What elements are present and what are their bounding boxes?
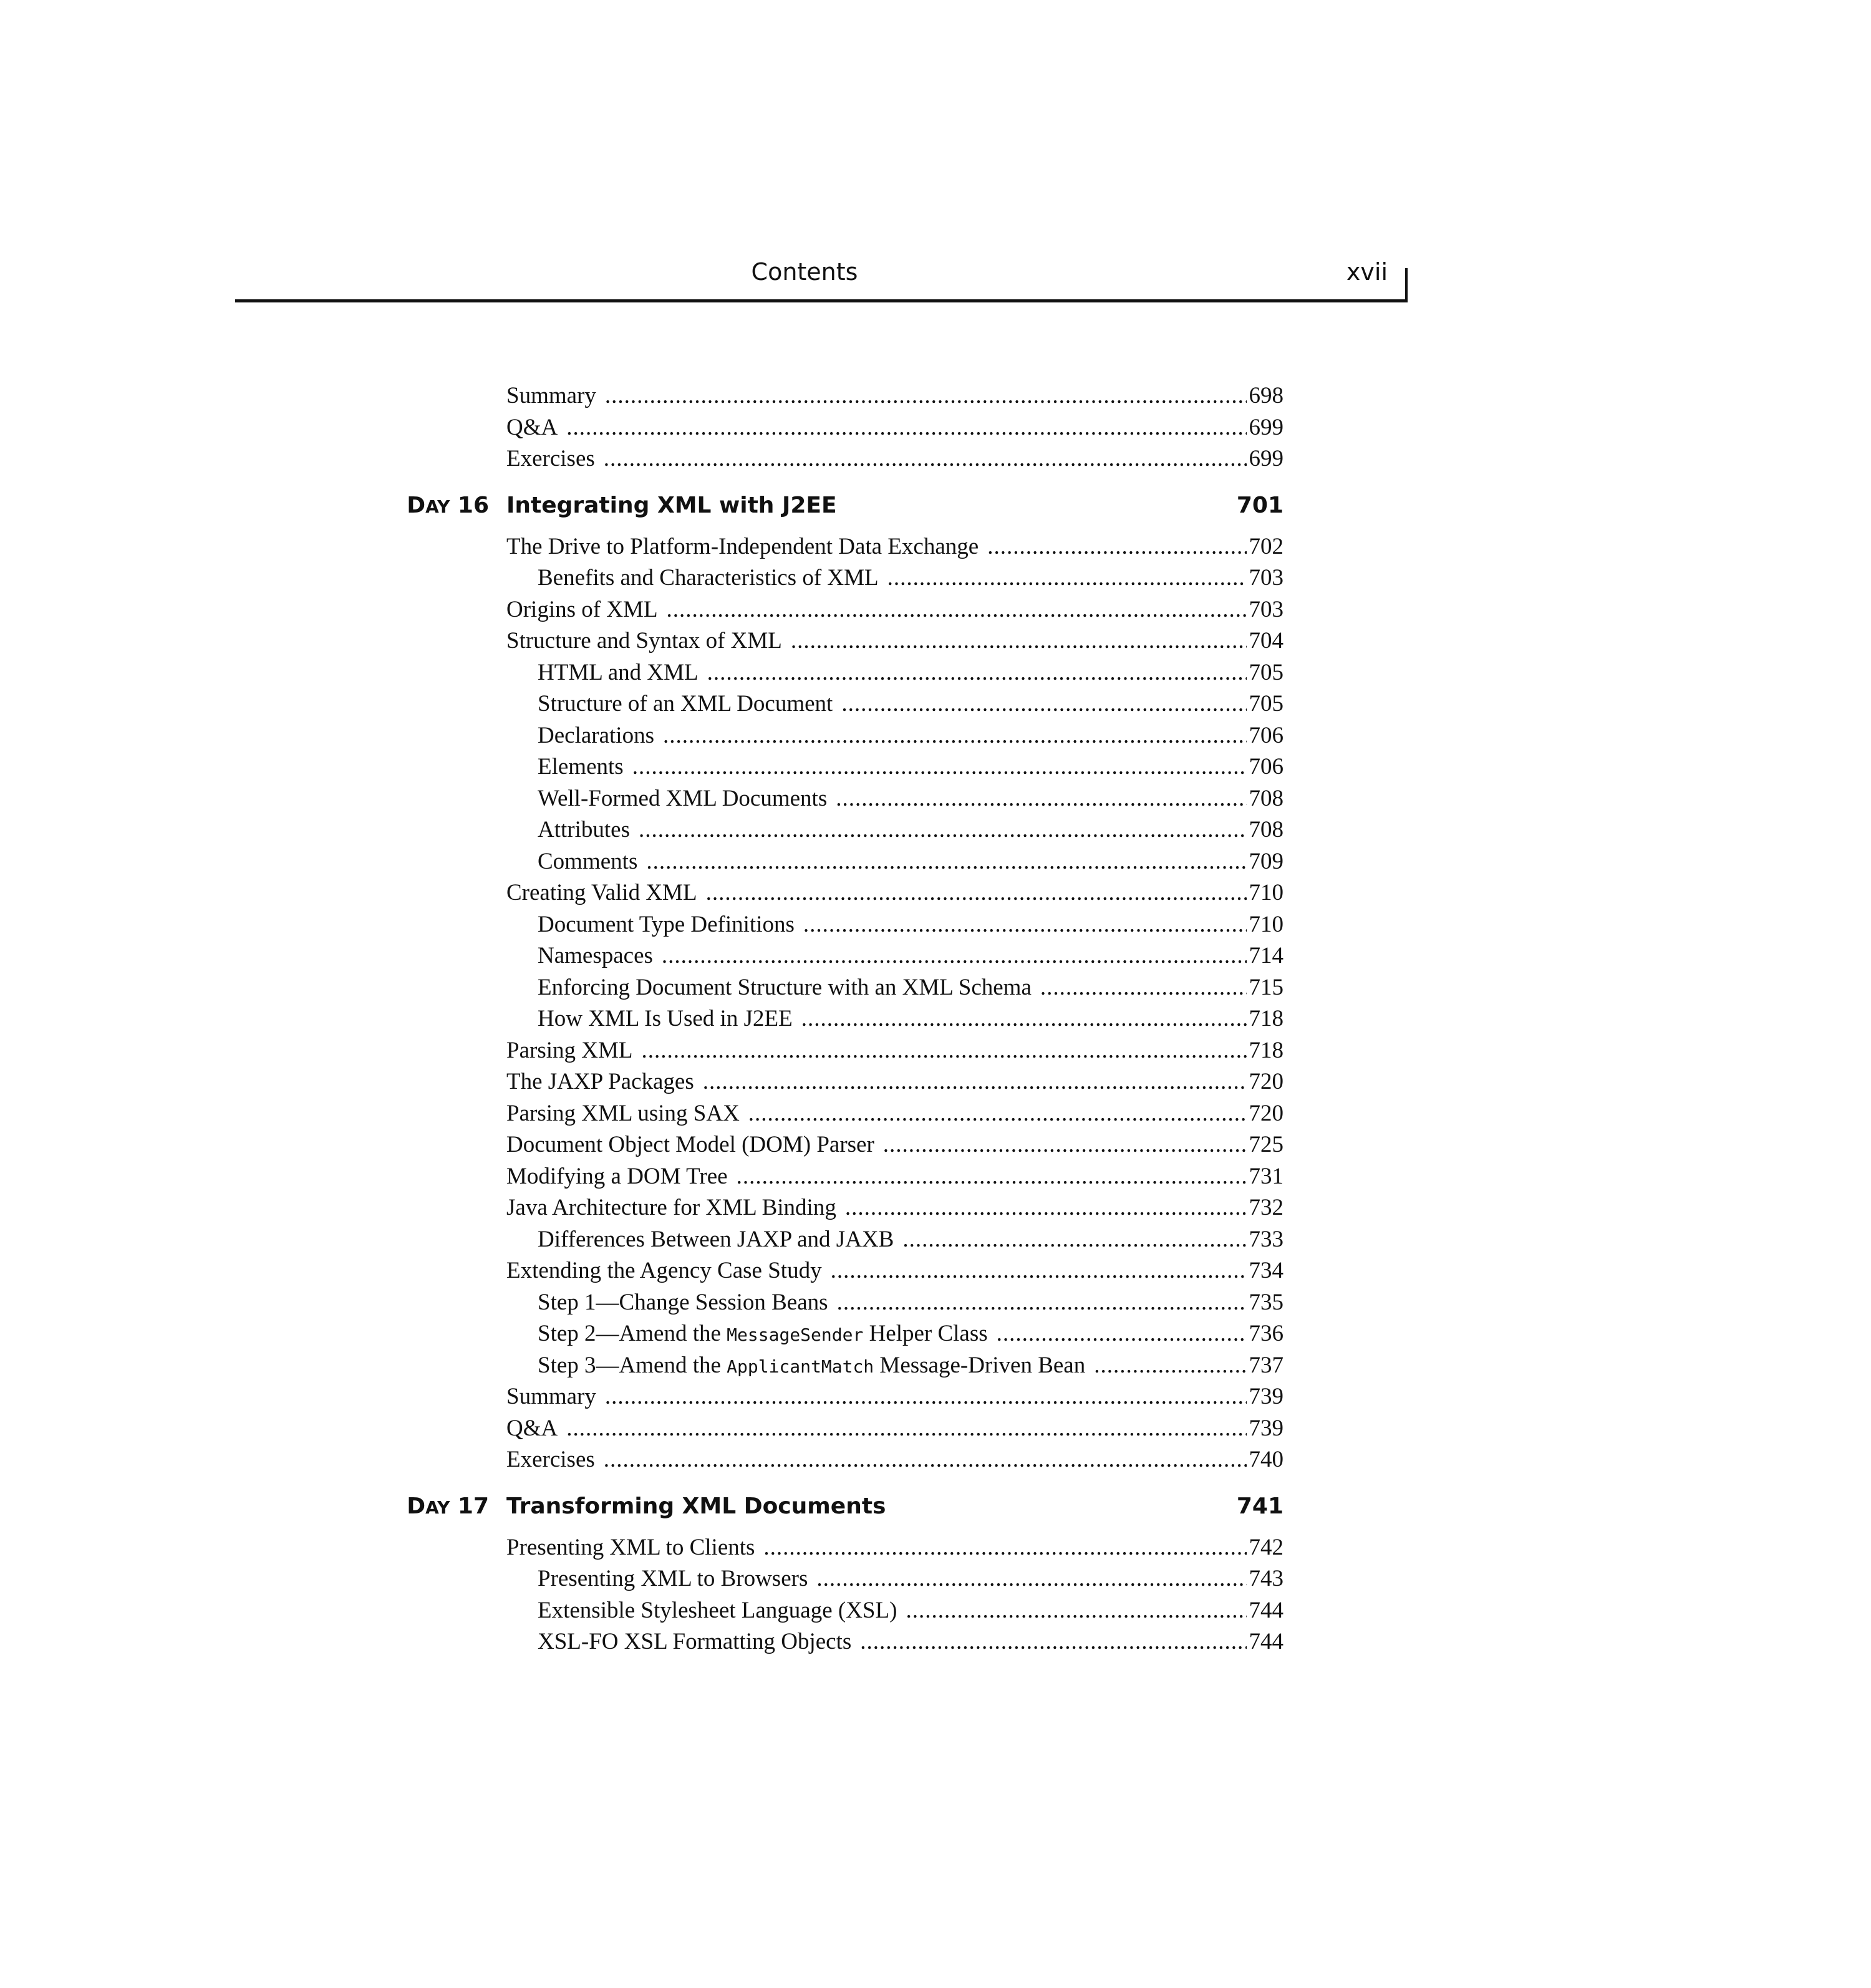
toc-entry [538, 688, 1284, 720]
day-smallcaps: AY [425, 496, 450, 517]
toc-entry-label: The Drive to Platform-Independent Data Exchange [506, 533, 979, 559]
dot-leader [906, 1595, 1246, 1626]
toc-entry [506, 531, 1284, 562]
toc-entry-page: 733 [1249, 1226, 1284, 1252]
dot-leader [737, 1161, 1247, 1192]
toc-entry-page: 720 [1249, 1100, 1284, 1126]
toc-entry-label: How XML Is Used in J2EE [538, 1006, 793, 1031]
toc-entry [506, 1066, 1284, 1098]
toc-entry [538, 657, 1284, 688]
toc-entry [506, 412, 1284, 443]
dot-leader [763, 1532, 1246, 1563]
day-page: 701 [1236, 492, 1284, 518]
day-label [407, 1493, 489, 1519]
toc-entry-page: 710 [1249, 911, 1284, 937]
dot-leader [566, 1413, 1246, 1444]
toc-entry-label: Benefits and Characteristics of XML [538, 565, 879, 591]
toc-entry-page: 743 [1249, 1566, 1284, 1591]
toc-entry-label: Document Type Definitions [538, 911, 795, 937]
day-16-entries [0, 531, 1871, 1476]
toc-entry-label: Structure and Syntax of XML [506, 628, 782, 654]
day-title: Transforming XML Documents [506, 1493, 886, 1519]
toc-entry-label: Creating Valid XML [506, 880, 697, 905]
toc-entry-page: 702 [1249, 533, 1284, 559]
toc-entry [538, 846, 1284, 877]
toc-entry-label [538, 1318, 988, 1351]
toc-entry-label: Presenting XML to Browsers [538, 1566, 808, 1591]
toc-entry [538, 909, 1284, 940]
day-prefix: D [407, 492, 426, 518]
toc-entry [538, 1318, 1284, 1349]
toc-entry [506, 1098, 1284, 1129]
running-head-rule [1405, 268, 1408, 301]
toc-entry-page: 731 [1249, 1163, 1284, 1189]
dot-leader [566, 412, 1246, 443]
toc-entry-label: Comments [538, 848, 638, 874]
running-head-title: Contents [751, 258, 858, 286]
toc-entry-page: 706 [1249, 754, 1284, 779]
toc-entry-page: 734 [1249, 1258, 1284, 1283]
toc-entry-page: 740 [1249, 1447, 1284, 1472]
dot-leader [667, 594, 1247, 625]
dot-leader [801, 1003, 1247, 1035]
toc-entry-page: 699 [1249, 414, 1284, 440]
dot-leader [605, 1381, 1247, 1412]
toc-entry-page: 735 [1249, 1289, 1284, 1315]
toc-entry [506, 1035, 1284, 1066]
dot-leader [845, 1192, 1247, 1223]
toc-entry-label: Modifying a DOM Tree [506, 1163, 728, 1189]
toc-entry [538, 1003, 1284, 1035]
toc-entry-label-text: Message-Driven Bean [874, 1352, 1086, 1378]
day-smallcaps: AY [425, 1497, 450, 1518]
day-number: 17 [457, 1493, 489, 1519]
dot-leader [887, 562, 1247, 594]
toc-entry-page: 715 [1249, 974, 1284, 1000]
dot-leader [641, 1035, 1246, 1066]
toc-entry [538, 972, 1284, 1003]
toc-entry [538, 751, 1284, 783]
dot-leader [860, 1626, 1246, 1657]
toc-entry-label: Step 1—Change Session Beans [538, 1289, 828, 1315]
toc-entry-page: 710 [1249, 880, 1284, 905]
toc-entry-label: Exercises [506, 446, 595, 471]
toc-entry-label: Differences Between JAXP and JAXB [538, 1226, 894, 1252]
toc-entry [506, 625, 1284, 657]
running-head [235, 249, 1408, 302]
toc-entry-page: 718 [1249, 1037, 1284, 1063]
toc-entry-page: 703 [1249, 565, 1284, 591]
toc-entry-page: 739 [1249, 1415, 1284, 1441]
toc-entry-label: Attributes [538, 817, 630, 842]
pre-entries-list [0, 380, 1871, 475]
dot-leader [831, 1255, 1247, 1286]
dot-leader [902, 1224, 1246, 1255]
toc-entry-label: Parsing XML using SAX [506, 1100, 740, 1126]
dot-leader [816, 1563, 1246, 1595]
toc-entry-label: Declarations [538, 722, 654, 748]
page-number: xvii [1346, 258, 1388, 286]
toc-entry-label [538, 1350, 1085, 1382]
toc-entry-page: 737 [1249, 1352, 1284, 1378]
toc-entry-page: 718 [1249, 1006, 1284, 1031]
toc-entry-page: 709 [1249, 848, 1284, 874]
toc-entry-page: 705 [1249, 659, 1284, 685]
toc-entry-code: ApplicantMatch [727, 1356, 874, 1377]
toc-entry [538, 1287, 1284, 1318]
toc-entry-page: 725 [1249, 1132, 1284, 1157]
dot-leader [791, 625, 1247, 657]
table-of-contents [0, 380, 1871, 1658]
toc-entry-page: 732 [1249, 1195, 1284, 1220]
toc-entry-label: Origins of XML [506, 596, 658, 622]
toc-entry [506, 1192, 1284, 1223]
toc-entry-label: Document Object Model (DOM) Parser [506, 1132, 874, 1157]
dot-leader [703, 1066, 1247, 1098]
toc-entry [538, 1595, 1284, 1626]
dot-leader [803, 909, 1247, 940]
toc-entry-label: Well-Formed XML Documents [538, 785, 828, 811]
toc-entry [506, 877, 1284, 909]
toc-entry [506, 594, 1284, 625]
day-number: 16 [457, 492, 489, 518]
dot-leader [883, 1129, 1247, 1160]
toc-entry-label: Extending the Agency Case Study [506, 1258, 822, 1283]
toc-entry-page: 720 [1249, 1069, 1284, 1094]
toc-entry [506, 1161, 1284, 1192]
toc-entry-label: Namespaces [538, 943, 653, 968]
toc-entry [506, 1255, 1284, 1286]
dot-leader [748, 1098, 1247, 1129]
toc-entry-page: 708 [1249, 817, 1284, 842]
toc-entry [538, 1626, 1284, 1657]
dot-leader [837, 1287, 1247, 1318]
toc-entry-label-text: Step 3—Amend the [538, 1352, 727, 1378]
dot-leader [1094, 1350, 1246, 1381]
toc-entry-label: Java Architecture for XML Binding [506, 1195, 836, 1220]
toc-entry-label: Exercises [506, 1447, 595, 1472]
day-title: Integrating XML with J2EE [506, 492, 837, 518]
toc-entry-label: Structure of an XML Document [538, 691, 833, 717]
toc-entry-label: The JAXP Packages [506, 1069, 694, 1094]
dot-leader [646, 846, 1246, 877]
toc-entry-code: MessageSender [727, 1325, 864, 1345]
toc-entry-page: 714 [1249, 943, 1284, 968]
day-prefix: D [407, 1493, 426, 1519]
dot-leader [605, 380, 1247, 412]
toc-entry-label: Elements [538, 754, 624, 779]
dot-leader [604, 1444, 1247, 1475]
toc-entry [538, 1350, 1284, 1381]
toc-entry-label: HTML and XML [538, 659, 699, 685]
toc-entry [538, 1563, 1284, 1595]
toc-entry-page: 736 [1249, 1321, 1284, 1346]
toc-entry-label: Extensible Stylesheet Language (XSL) [538, 1597, 897, 1623]
day-17-entries [0, 1532, 1871, 1658]
dot-leader [662, 940, 1247, 972]
toc-entry [506, 1413, 1284, 1444]
dot-leader [987, 531, 1246, 562]
toc-entry [538, 720, 1284, 751]
toc-entry [538, 1224, 1284, 1255]
toc-entry-page: 708 [1249, 785, 1284, 811]
day-label [407, 493, 489, 518]
toc-entry-label-text: Step 2—Amend the [538, 1321, 727, 1346]
toc-entry-page: 698 [1249, 383, 1284, 408]
toc-entry [506, 1129, 1284, 1160]
toc-entry [506, 1381, 1284, 1412]
toc-entry-page: 744 [1249, 1629, 1284, 1654]
toc-entry [506, 443, 1284, 475]
toc-entry-label: Summary [506, 383, 596, 408]
dot-leader [604, 443, 1247, 475]
toc-entry-page: 699 [1249, 446, 1284, 471]
toc-entry [538, 783, 1284, 814]
toc-entry [538, 562, 1284, 594]
toc-entry [506, 1444, 1284, 1475]
toc-entry-page: 705 [1249, 691, 1284, 717]
toc-entry-label: Q&A [506, 414, 558, 440]
toc-entry-label-text: Helper Class [863, 1321, 988, 1346]
toc-entry [538, 940, 1284, 972]
toc-entry [506, 380, 1284, 412]
toc-entry [538, 814, 1284, 846]
toc-entry [506, 1532, 1284, 1563]
toc-entry-page: 706 [1249, 722, 1284, 748]
toc-entry-label: Enforcing Document Structure with an XML Schema [538, 974, 1032, 1000]
dot-leader [1040, 972, 1247, 1003]
dot-leader [836, 783, 1246, 814]
dot-leader [841, 688, 1246, 720]
dot-leader [707, 657, 1247, 688]
toc-entry-label: Summary [506, 1384, 596, 1409]
dot-leader [639, 814, 1247, 846]
toc-entry-page: 703 [1249, 596, 1284, 622]
dot-leader [706, 877, 1247, 909]
toc-entry-page: 739 [1249, 1384, 1284, 1409]
dot-leader [997, 1318, 1247, 1349]
toc-entry-label: Presenting XML to Clients [506, 1534, 755, 1560]
dot-leader [632, 751, 1247, 783]
toc-entry-page: 744 [1249, 1597, 1284, 1623]
toc-entry-page: 742 [1249, 1534, 1284, 1560]
dot-leader [663, 720, 1247, 751]
toc-entry-label: Q&A [506, 1415, 558, 1441]
day-16-heading [0, 493, 1871, 524]
toc-entry-label: Parsing XML [506, 1037, 633, 1063]
day-page: 741 [1236, 1493, 1284, 1519]
toc-entry-page: 704 [1249, 628, 1284, 654]
day-17-heading [0, 1493, 1871, 1525]
toc-entry-label: XSL-FO XSL Formatting Objects [538, 1629, 852, 1654]
